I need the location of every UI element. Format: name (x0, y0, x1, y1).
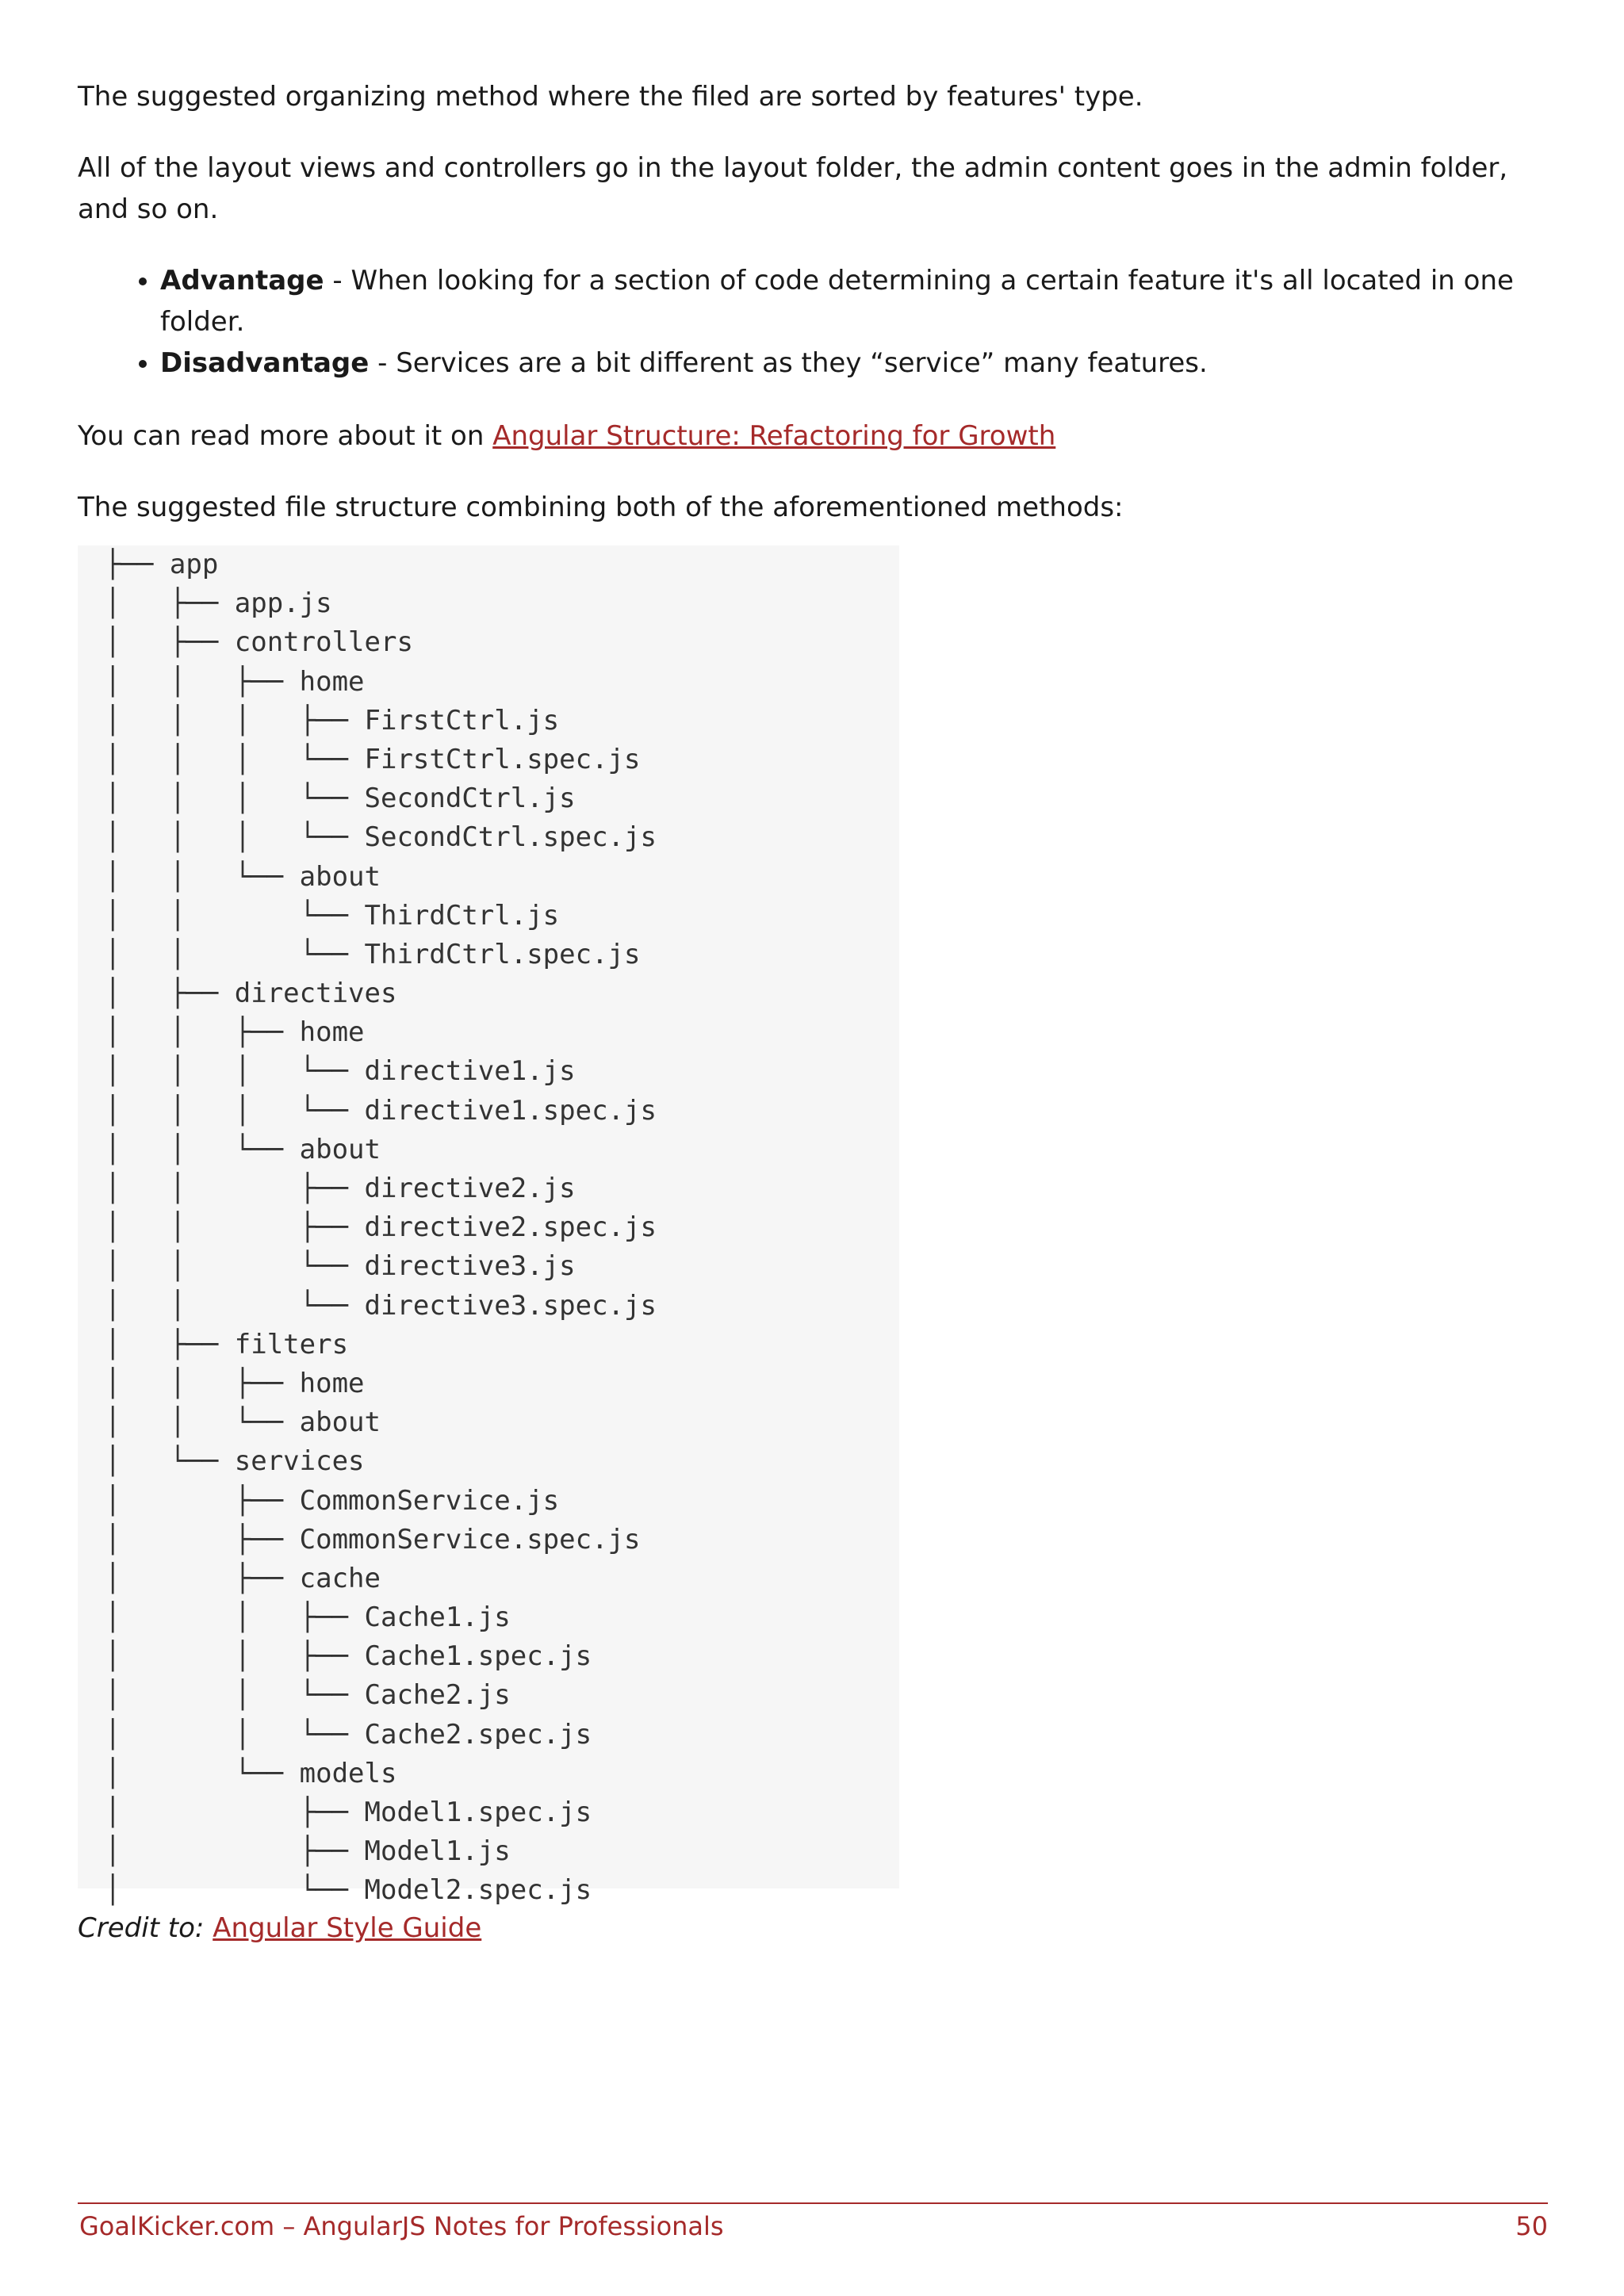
tree-line: │ ├── CommonService.js (105, 1484, 560, 1517)
tree-line: │ │ └── about (105, 860, 381, 893)
tree-line: │ ├── Model1.spec.js (105, 1797, 592, 1828)
tree-line: │ │ │ └── directive1.js (105, 1055, 576, 1088)
tree-line: │ │ │ └── SecondCtrl.js (105, 783, 576, 815)
footer-divider (78, 2202, 1548, 2204)
disadvantage-text: - Services are a bit different as they “service” many features. (369, 347, 1208, 379)
tree-line: │ │ ├── home (105, 1367, 365, 1399)
structure-intro-paragraph: The suggested file structure combining both of the aforementioned methods: (78, 492, 1124, 523)
file-tree (105, 545, 657, 1911)
read-more-prefix: You can read more about it on (78, 420, 493, 452)
tree-line: │ │ └── about (105, 1133, 381, 1165)
list-item-disadvantage (160, 342, 1553, 384)
tree-line: │ ├── cache (105, 1562, 381, 1594)
tree-line: │ │ └── directive3.js (105, 1250, 576, 1283)
footer-page-number: 50 (1515, 2211, 1548, 2241)
credit-label: Credit to: (78, 1912, 213, 1944)
pros-cons-list (78, 260, 1553, 384)
tree-line: │ │ │ └── FirstCtrl.spec.js (105, 743, 641, 775)
intro-paragraph: The suggested organizing method where the filed are sorted by features' type. (78, 81, 1143, 113)
angular-style-guide-link[interactable]: Angular Style Guide (213, 1912, 482, 1944)
tree-line: │ └── services (105, 1445, 365, 1478)
read-more-paragraph (78, 415, 1553, 457)
tree-line: │ │ │ ├── FirstCtrl.js (105, 704, 560, 737)
credit-line (78, 1908, 1553, 1949)
tree-line: │ └── Model2.spec.js (105, 1874, 592, 1907)
tree-line: │ │ └── Cache2.spec.js (105, 1718, 592, 1751)
advantage-text: - When looking for a section of code determining a certain feature it's all located in one folder. (160, 265, 1514, 338)
advantage-term: Advantage (160, 265, 324, 297)
tree-line: │ │ ├── directive2.spec.js (105, 1211, 657, 1244)
detail-paragraph: All of the layout views and controllers go in the layout folder, the admin content goes in the admin folder, and so on. (78, 152, 1508, 225)
tree-line: │ │ ├── Cache1.js (105, 1601, 511, 1634)
tree-line: │ ├── filters (105, 1328, 349, 1360)
tree-line: │ │ │ └── SecondCtrl.spec.js (105, 821, 657, 854)
tree-line: │ │ └── ThirdCtrl.spec.js (105, 938, 641, 970)
tree-line: │ ├── CommonService.spec.js (105, 1523, 641, 1556)
tree-line: │ │ │ └── directive1.spec.js (105, 1094, 657, 1127)
tree-line: │ │ ├── directive2.js (105, 1173, 576, 1204)
tree-line: │ ├── Model1.js (105, 1835, 511, 1868)
tree-line: │ │ └── directive3.spec.js (105, 1289, 657, 1322)
tree-line: ├── app (105, 549, 219, 580)
tree-line: │ │ └── about (105, 1406, 381, 1439)
disadvantage-term: Disadvantage (160, 347, 370, 379)
angular-structure-link[interactable]: Angular Structure: Refactoring for Growth (492, 420, 1056, 452)
tree-line: │ ├── app.js (105, 587, 332, 620)
page-content (78, 76, 1553, 1949)
file-tree-code-block (78, 545, 899, 1907)
tree-line: │ ├── controllers (105, 626, 413, 659)
tree-line: │ │ └── ThirdCtrl.js (105, 899, 560, 932)
tree-line: │ ├── directives (105, 978, 397, 1010)
tree-line: │ │ └── Cache2.js (105, 1679, 511, 1712)
tree-line: │ │ ├── Cache1.spec.js (105, 1640, 592, 1673)
tree-line: │ │ ├── home (105, 665, 365, 698)
footer-book-title: GoalKicker.com – AngularJS Notes for Professionals (79, 2211, 724, 2241)
tree-line: │ └── models (105, 1757, 397, 1789)
list-item-advantage (160, 260, 1553, 342)
tree-line: │ │ ├── home (105, 1016, 365, 1049)
